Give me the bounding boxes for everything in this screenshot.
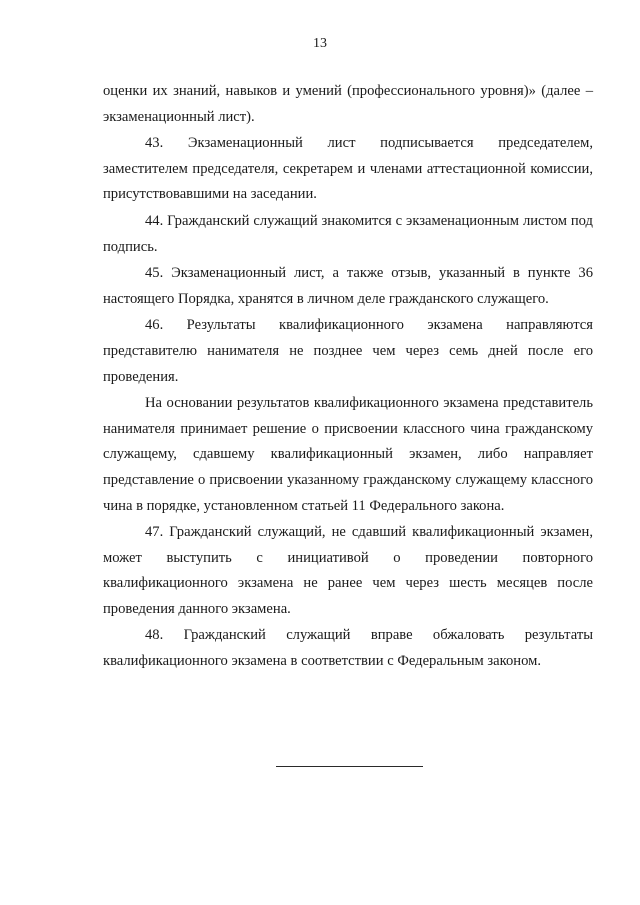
end-of-document-rule xyxy=(276,766,423,767)
document-body xyxy=(103,79,593,675)
paragraph-48: 48. Гражданский служащий вправе обжаловать результаты квалификационного экзамена в соответствии с Федеральным законом. xyxy=(103,627,593,670)
paragraph-47: 47. Гражданский служащий, не сдавший квалификационный экзамен, может выступить с инициативой о проведении повторного квалификационного экзамена не ранее чем через шесть месяцев после проведения данного экзамена. xyxy=(103,524,593,617)
page-number: 13 xyxy=(313,36,327,51)
paragraph-44: 44. Гражданский служащий знакомится с экзаменационным листом под подпись. xyxy=(103,212,593,255)
paragraph-43: 43. Экзаменационный лист подписывается председателем, заместителем председателя, секретарем и членами аттестационной комиссии, присутствовавшими на заседании. xyxy=(103,135,593,203)
paragraph-46: 46. Результаты квалификационного экзамена направляются представителю нанимателя не позднее чем через семь дней после его проведения. xyxy=(103,317,593,385)
paragraph-continuation: оценки их знаний, навыков и умений (профессионального уровня)» (далее – экзаменационный лист). xyxy=(103,83,593,125)
paragraph-45: 45. Экзаменационный лист, а также отзыв, указанный в пункте 36 настоящего Порядка, хранятся в личном деле гражданского служащего. xyxy=(103,265,593,307)
paragraph-46-continued: На основании результатов квалификационного экзамена представитель нанимателя принимает решение о присвоении классного чина гражданскому служащему, сдавшему квалификационный экзамен, либо направляет представление о присвоении указанному гражданскому служащему классного чина в порядке, установленном статьей 11 Федерального закона. xyxy=(103,395,593,514)
